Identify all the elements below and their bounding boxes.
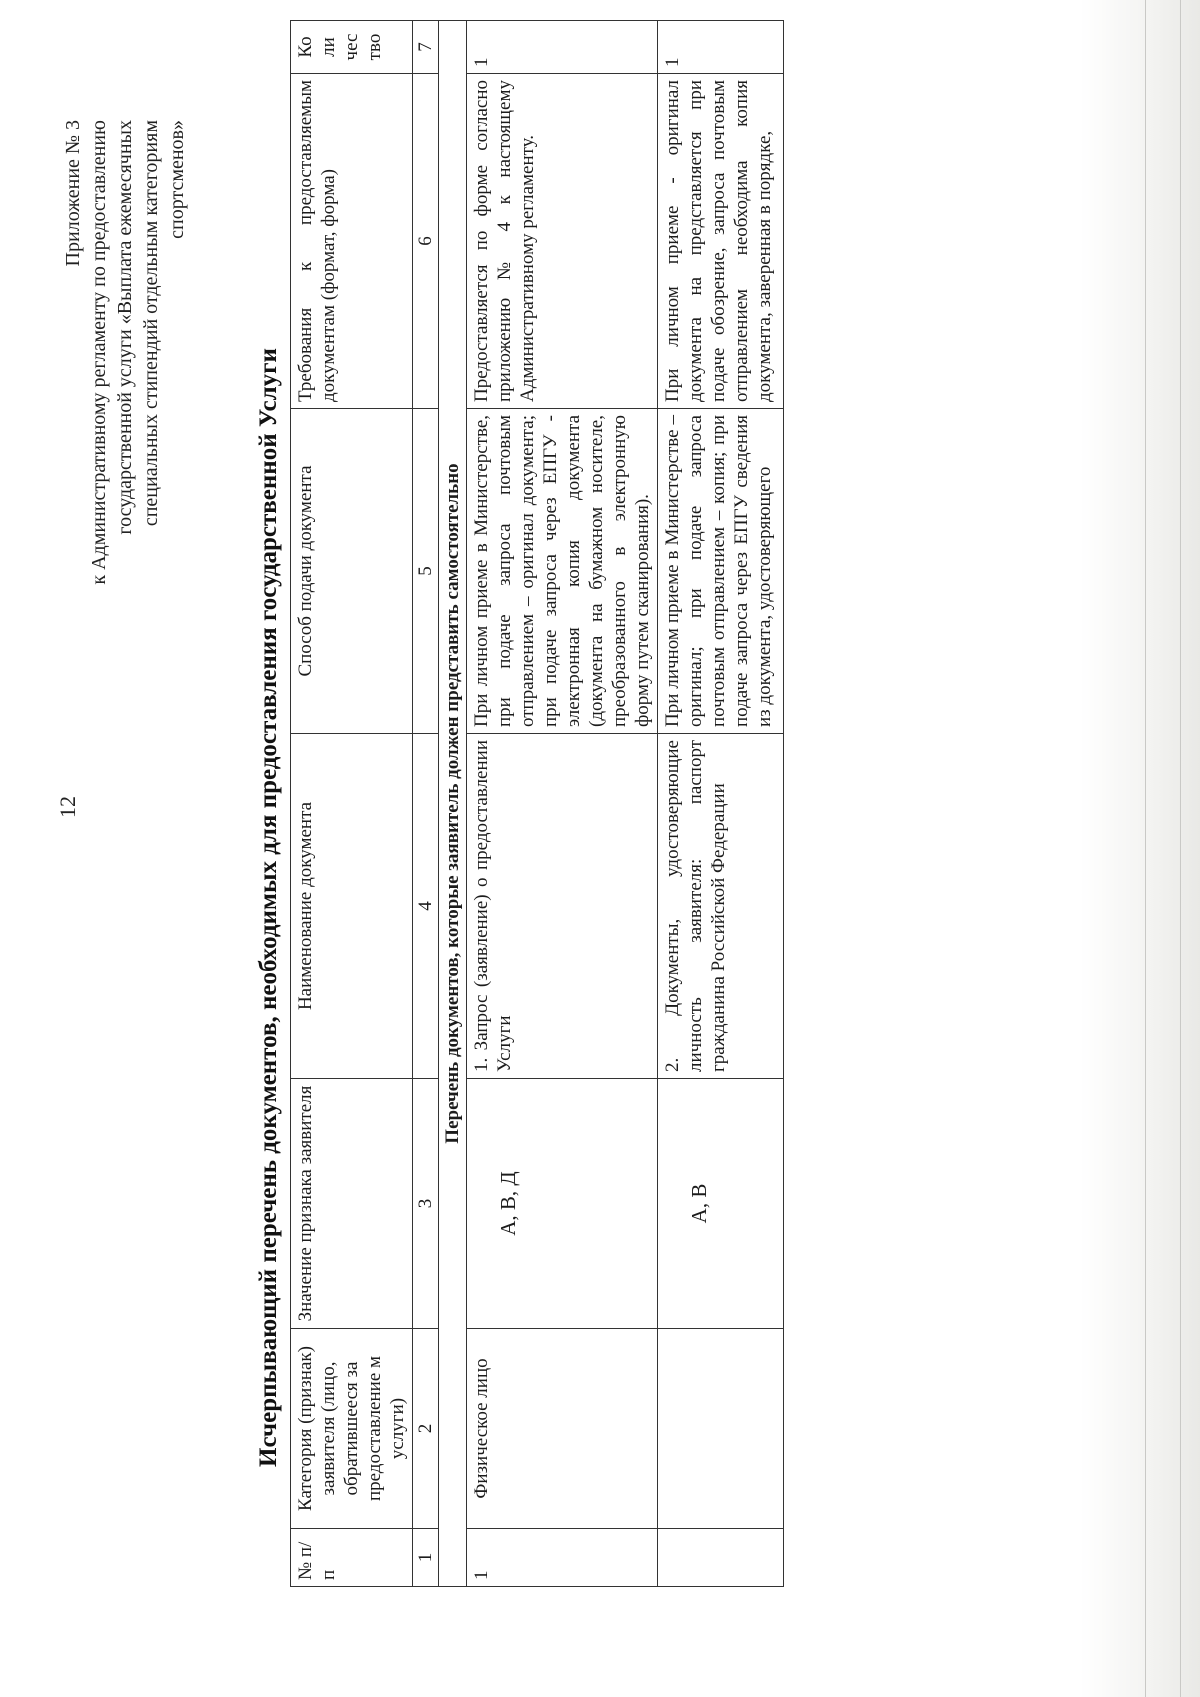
cell-count: 1 — [658, 21, 784, 74]
header-cell-number: № п/п — [291, 1529, 413, 1587]
appendix-line: специальных стипендий отдельным категориям — [140, 120, 162, 527]
cell-category: Физическое лицо — [467, 1329, 658, 1529]
column-number: 2 — [413, 1329, 439, 1529]
header-cell-method: Способ подачи документа — [291, 409, 413, 734]
appendix-line: к Административному регламенту по предоставлению — [88, 120, 110, 585]
appendix-line: Приложение № 3 — [62, 120, 84, 267]
appendix-line: спортсменов» — [166, 120, 188, 239]
cell-number: 1 — [467, 1529, 658, 1587]
documents-table — [290, 20, 784, 1587]
header-cell-count: Ко ли чес тво — [291, 21, 413, 74]
cell-requirements: Предоставляется по форме согласно приложению № 4 к настоящему Административному регламенту. — [467, 74, 658, 409]
column-number: 4 — [413, 734, 439, 1079]
column-number: 6 — [413, 74, 439, 409]
table-header-row — [291, 21, 413, 1587]
table-row — [658, 21, 784, 1587]
column-number-row — [413, 21, 439, 1587]
table-row — [467, 21, 658, 1587]
cell-method: При личном приеме в Министерстве – оригинал; при подаче запроса почтовым отправлением – копия; при подаче запроса через ЕПГУ сведения из документа, удостоверяющего — [658, 409, 784, 734]
cell-method: При личном приеме в Министерстве, при подаче запроса почтовым отправлением – оригинал документа; при подаче запроса через ЕПГУ - электронная копия документа (документа на бумажном носителе, преобразованного в электронную форму путем сканирования). — [467, 409, 658, 734]
document-title: Исчерпывающий перечень документов, необходимых для предоставления государственной Услуги — [255, 348, 282, 1467]
header-cell-category: Категория (признак) заявителя (лицо, обратившееся за предоставление м услуги) — [291, 1329, 413, 1529]
cell-category — [658, 1329, 784, 1529]
section-title: Перечень документов, которые заявитель должен представить самостоятельно — [439, 21, 467, 1587]
section-row — [439, 21, 467, 1587]
column-number: 7 — [413, 21, 439, 74]
appendix-line: государственной услуги «Выплата ежемесячных — [114, 120, 136, 535]
cell-count: 1 — [467, 21, 658, 74]
header-cell-sign: Значение признака заявителя — [291, 1079, 413, 1329]
cell-sign: А, В — [658, 1079, 784, 1329]
cell-doc-name: 1. Запрос (заявление) о предоставлении Услуги — [467, 734, 658, 1079]
column-number: 5 — [413, 409, 439, 734]
column-number: 1 — [413, 1529, 439, 1587]
page-number: 12 — [55, 796, 80, 818]
header-cell-doc-name: Наименование документа — [291, 734, 413, 1079]
column-number: 3 — [413, 1079, 439, 1329]
cell-sign: А, В, Д — [467, 1079, 658, 1329]
cell-doc-name: 2. Документы, удостоверяющие личность заявителя: паспорт гражданина Российской Федерации — [658, 734, 784, 1079]
appendix-note — [60, 120, 190, 680]
cell-number — [658, 1529, 784, 1587]
cell-requirements: При личном приеме - оригинал документа на представляется при подаче обозрение, запроса почтовым отправлением необходима копия документа, заверенная в порядке, — [658, 74, 784, 409]
header-cell-requirements: Требования к предоставляемым документам (формат, форма) — [291, 74, 413, 409]
